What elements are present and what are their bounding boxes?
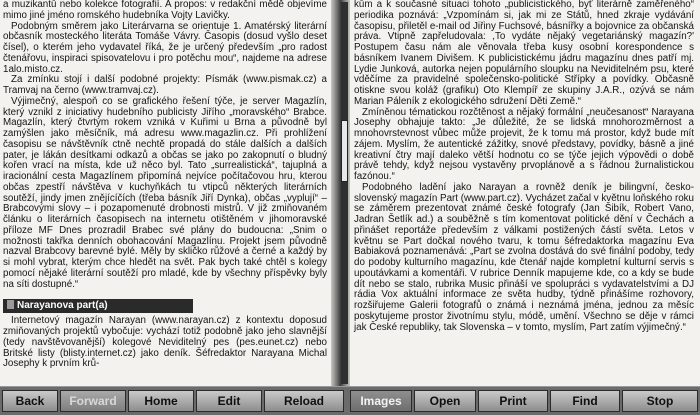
paragraph: Internetový magazín Narayan (www.narayan.cz) z kontextu doposud zmiňovaných projektů vybočuje: vychází totiž podobně jako jeho slavnější (tedy navštěvovanější) kolegové Neviditelný pes (pes.eunet.cz) nebo Britské listy (blisty.internet.cz) jako deník. Šéfredaktor Narayana Michal Josephy k prvním krů- <box>3 315 327 370</box>
section-heading-text: Narayanova part(a) <box>17 300 108 312</box>
right-page <box>350 0 700 386</box>
reload-button[interactable]: Reload <box>264 390 344 412</box>
print-button[interactable]: Print <box>478 390 548 412</box>
home-button[interactable]: Home <box>128 390 194 412</box>
paragraph: Podobného ladění jako Narayan a rovněž deník je bilingvní, česko-slovenský magazín Part (www.part.cz). Vycházet začal v květnu loňského roku se záměrem prezentovat známé české fotografy (Jan Šibík, Robert Vano, Jadran Šetlík ad.) a souběžně s tím komentovat politické dění v Čechách a přinášet reportáže především z válkami postižených částí světa. Letos v květnu se Part dočkal nového tvaru, k tomu šéfredaktorka magazínu Eva Babiaková poznamenává: „Part se zvolna dostává do své finální podoby, tedy do podoby kulturního magazínu, kde čtenář najde kompletní kulturní servis s upoutávkami a komentáři. V rubrice Denník mapujeme kde, co a kdy se bude dít nebo se stalo, rubrika Music přináší ve spolupráci s vydavatelstvími a DJ rádia Vox aktuální informace ze světa hudby, týdně přinášíme rozhovory, rozšiřujeme Galerii fotografů o známá i neznámá jména, jednou za měsíc poskytujeme prostor životnímu stylu, módě, umění. Všechno se děje v rámci jak České republiky, tak Slovenska – v tomto, myslím, Part zatím výjimečný.“ <box>354 181 694 333</box>
browser-toolbar <box>0 386 700 415</box>
back-button[interactable]: Back <box>2 390 58 412</box>
scrollbar-thumb[interactable] <box>341 120 348 182</box>
find-button[interactable]: Find <box>550 390 620 412</box>
stop-button[interactable]: Stop <box>622 390 698 412</box>
open-button[interactable]: Open <box>414 390 476 412</box>
scrollbar-track[interactable] <box>341 2 348 384</box>
section-heading <box>3 299 193 313</box>
paragraph: Zmíněnou tématickou rozčtěnost a nějaký formální „neučesanost“ Narayana Josephy obhajuje takto: „Je důležité, že se lidská mnohorozměrnost a mnohovrstevnost vůbec může projevit, že k tomu má prostor, když bude mít zájem. Myslím, že autentické zážitky, snové představy, povídky, básně a jiné kreativní čtry mají daleko větší hodnotu co se týče jejich výpovědi o době právě tehdy, když nejsou vystavěny prvoplánově a s řádnou žurnalistickou fazónou.“ <box>354 106 694 182</box>
edit-button[interactable]: Edit <box>196 390 262 412</box>
paragraph: Za zmínku stojí i další podobné projekty: Písmák (www.pismak.cz) a Tramvaj na černo (www.tramvaj.cz). <box>3 74 327 96</box>
forward-button[interactable]: Forward <box>60 390 126 412</box>
paragraph: a muzikantů nebo kolekce fotografií. A propos: v redakční mědě objevíme mimo jiné jméno romského hudebníka Vojty Lavičky. <box>3 0 327 21</box>
paragraph: Podobným směrem jako Literárvarna se orientuje 1. Amatérský literární občasník mosteckého literáta Tomáše Vávry. Časopis (dosud vyšlo deset čísel), o kterém jeho vydavatel říká, že je určený především „pro radost čtenářovu, inspiraci spisovatelovu i pro potěchu mou“, najdeme na adrese 1alo.misto.cz. <box>3 20 327 75</box>
square-bullet-icon <box>7 300 14 309</box>
left-page <box>0 0 331 386</box>
images-button[interactable]: Images <box>350 390 412 412</box>
paragraph: kům a k současné situaci tohoto „publicistického, byť literárně zaměřeného“ periodika poznává: „Vzpomínám si, jak mi ze Států, hned zkraje vydávání časopisu, přiletěl e-mail od Jiřiny Fuchsové, básnířky a bojovnice za občanská práva. Vtipně zapřeludovala: ,To vydáte nějaký vegetariánský magazín?' Postupem času nám ale věnovala třeba kusy osobní korespondence s básníkem Ivanem Divišem. K publicistickému jádru magazínu dnes patří mj. Lydie Junková, autorka nejen populárního sloupku na Neviditelném psu, které vděčíme za pravidelné společensko-politické Střípky a povídky. Občasně otiskne svou koláž (grafiku) Oto Klempíř ze skupiny J.A.R., ozývá se nám Marian Páleník z ekologického sdružení Děti Země.“ <box>354 0 694 107</box>
paragraph: Výjimečný, alespoň co se grafického řešení týče, je server Magazlín, který vznikl z iniciativy hudebního publicisty Jiřího „moravského“ Brabce. Magazlín, který čtvrtým rokem vzniká v Kuřimi u Brna a původně byl zamýšlen jako měsíčník, má adresu www.magazlin.cz. Při prohlížení časopisu se návštěvník ctně nechtě propadá do stále dalších a dalších pater, je lákán desítkami odkazů a občas se jako po zakopnutí o bludný kořen vrací na místa, kde už něco byl. Tato „surrealistická“, tajuplná a iracionální cesta Magazlínem připomíná nejvíce počítačovou hru, kterou občas zpestří návštěva v kuchyňkách tu vtipců některých literárních soutěží, jindy jmen znějícíčích (třeba básník Jiří Dynka), občas „vyplují“ – Brabcovými slovy – i pozapomenuté drobnosti mistrů. V již zmiňovaném článku o literárních časopisech na internetu otištěném v jihomoravské příloze MF Dnes prozradil Brabec své plány do budoucna: „Snim o možnosti takřka denních obohacování Magazlínu. Projekt jsem původně nazval Brabcovy barevné bylé. Měly by skličko růžové a černé a každý by si mohl vybrat, kterým chce hledět na svět. Pak bych také chtěl s kolegy pomocí nějaké literární soutěží pro mladé, kde by všechny příspěvky byly na síti dostupné.“ <box>3 95 327 290</box>
